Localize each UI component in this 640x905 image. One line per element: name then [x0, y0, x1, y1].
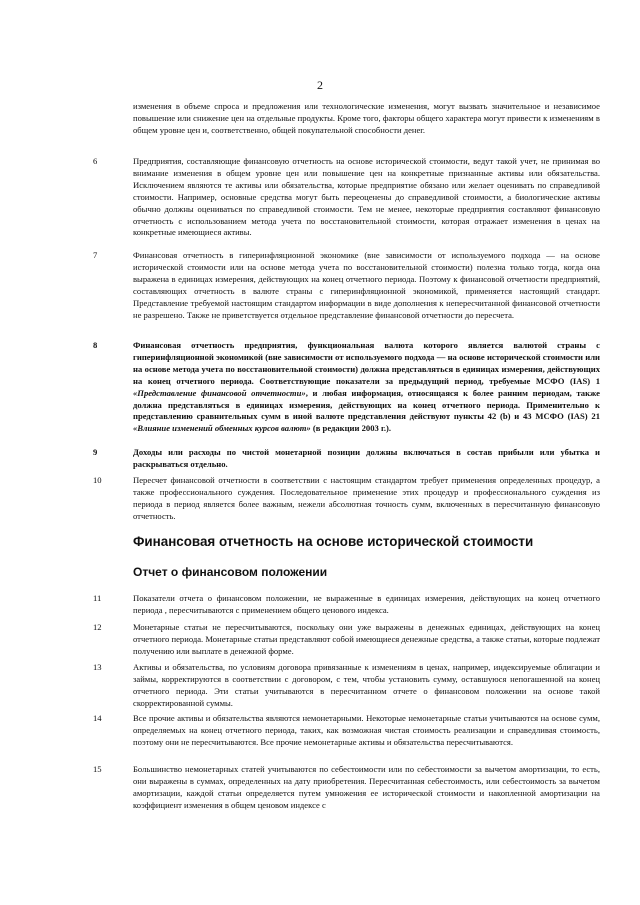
- paragraph-number: 13: [93, 662, 102, 672]
- standard-title: «Представление финансовой отчетности»: [133, 387, 306, 398]
- paragraph-13: Активы и обязательства, по условиям договора привязанные к изменениям в ценах, например, индексируемые облигации и займы, корректируются в соответствии с договором, с тем, чтобы установить сумму, оставшуюся непогашенной на конец отчетного периода. Эти статьи учитываются в пересчитанном отчете о финансовом положении на основе такой скорректированной суммы.: [133, 662, 600, 708]
- standard-title: «Влияние изменений обменных курсов валют»: [133, 423, 311, 434]
- paragraph-number: 10: [93, 475, 102, 485]
- paragraph-11: Показатели отчета о финансовом положении, не выраженные в единицах измерения, действующих на конец отчетного периода , пересчитываются с применением общего ценового индекса.: [133, 593, 600, 615]
- paragraph-number: 8: [93, 340, 98, 350]
- paragraph-number: 7: [93, 250, 98, 260]
- paragraph-number: 12: [93, 622, 102, 632]
- paragraph-9: Доходы или расходы по чистой монетарной позиции должны включаться в состав прибыли или убытка и раскрываться отдельно.: [133, 447, 600, 469]
- paragraph-10: Пересчет финансовой отчетности в соответствии с настоящим стандартом требует применения определенных процедур, а также профессионального суждения. Последовательное применение этих процедур и профессионального суждения из периода в период является более важным, нежели абсолютная точность сумм, включенных в пересчитанную финансовую отчетность.: [133, 475, 600, 521]
- page-number: 2: [317, 78, 323, 92]
- paragraph-6: Предприятия, составляющие финансовую отчетность на основе исторической стоимости, ведут такой учет, не принимая во внимание изменения в общем уровне цен или повышение цен на конкретные признанные активы или обязательства. Исключением являются те активы или обязательства, которые предприятие обязано или желает оценивать по справедливой стоимости. Например, основные средства могут быть переоценены до справедливой стоимости, а биологические активы обычно должны оцениваться по справедливой стоимости. Тем не менее, некоторые предприятия составляют финансовую отчетность с использованием метода учета по восстановительной стоимости, которая отражает изменения в ценах на конкретные имеющиеся активы.: [133, 156, 600, 238]
- paragraph-number: 15: [93, 764, 102, 774]
- paragraph-8-text: (в редакции 2003 г.).: [310, 423, 392, 434]
- paragraph-number: 11: [93, 593, 102, 603]
- section-heading: Финансовая отчетность на основе исторической стоимости: [133, 534, 534, 549]
- paragraph-number: 9: [93, 447, 98, 457]
- paragraph-8-text: Финансовая отчетность предприятия, функциональная валюта которого является валютой страны с гиперинфляционной экономикой (вне зависимости от используемого подхода — на основе исторической стоимости или на основе метода учета по восстановительной стоимости) должна представляться в единицах измерения, действующих на конец отчетного периода. Соответствующие показатели за предыдущий период, требуемые МСФО (IAS) 1: [133, 340, 600, 386]
- paragraph-continuation: изменения в объеме спроса и предложения или технологические изменения, могут вызвать значительное и независимое повышение или снижение цен на отдельные продукты. Кроме того, факторы общего характера могут привести к изменениям в общем уровне цен и, соответственно, общей покупательной способности денег.: [133, 101, 600, 135]
- paragraph-14: Все прочие активы и обязательства являются немонетарными. Некоторые немонетарные статьи учитываются на основе сумм, определяемых на конец отчетного периода, таких, как возможная чистая стоимость реализации и справедливая стоимость, поэтому они не пересчитываются. Все прочие немонетарные активы и обязательства пересчитываются.: [133, 713, 600, 747]
- subsection-heading: Отчет о финансовом положении: [133, 565, 328, 579]
- paragraph-8: [133, 340, 600, 435]
- paragraph-number: 6: [93, 156, 98, 166]
- paragraph-15: Большинство немонетарных статей учитываются по себестоимости или по себестоимости за вычетом амортизации, то есть, они выражены в суммах, определенных на дату приобретения. Пересчитанная себестоимость, или себестоимость за вычетом амортизации, каждой статьи определяется путем умножения ее исторической стоимости и накопленной амортизации на коэффициент изменения в общем ценовом индексе с: [133, 764, 600, 810]
- paragraph-12: Монетарные статьи не пересчитываются, поскольку они уже выражены в денежных единицах, действующих на конец отчетного периода. Монетарные статьи представляют собой имеющиеся денежные средства, а также статьи, которые подлежат получению или выплате в денежной форме.: [133, 622, 600, 656]
- paragraph-number: 14: [93, 713, 102, 723]
- paragraph-8-text: , и любая информация, относящаяся к более ранним периодам, также должна представляться в единицах измерения, действующих на конец отчетного периода. Применительно к представлению сравнительных сумм в иной валюте представления действуют пункты 42 (b) и 43 МСФО (IAS) 21: [133, 387, 600, 422]
- paragraph-7: Финансовая отчетность в гиперинфляционной экономике (вне зависимости от используемого подхода — на основе исторической стоимости или на основе метода учета по восстановительной стоимости) полезна только тогда, когда она выражена в единицах измерения, действующих на конец отчетного периода. Поэтому к финансовой отчетности предприятий, составляющих отчетность в валюте страны с гиперинфляционной экономикой, применяется настоящий стандарт. Представление требуемой настоящим стандартом информации в виде дополнения к непересчитанной финансовой отчетности не разрешено. Также не приветствуется отдельное представление финансовой отчетности до пересчета.: [133, 250, 600, 320]
